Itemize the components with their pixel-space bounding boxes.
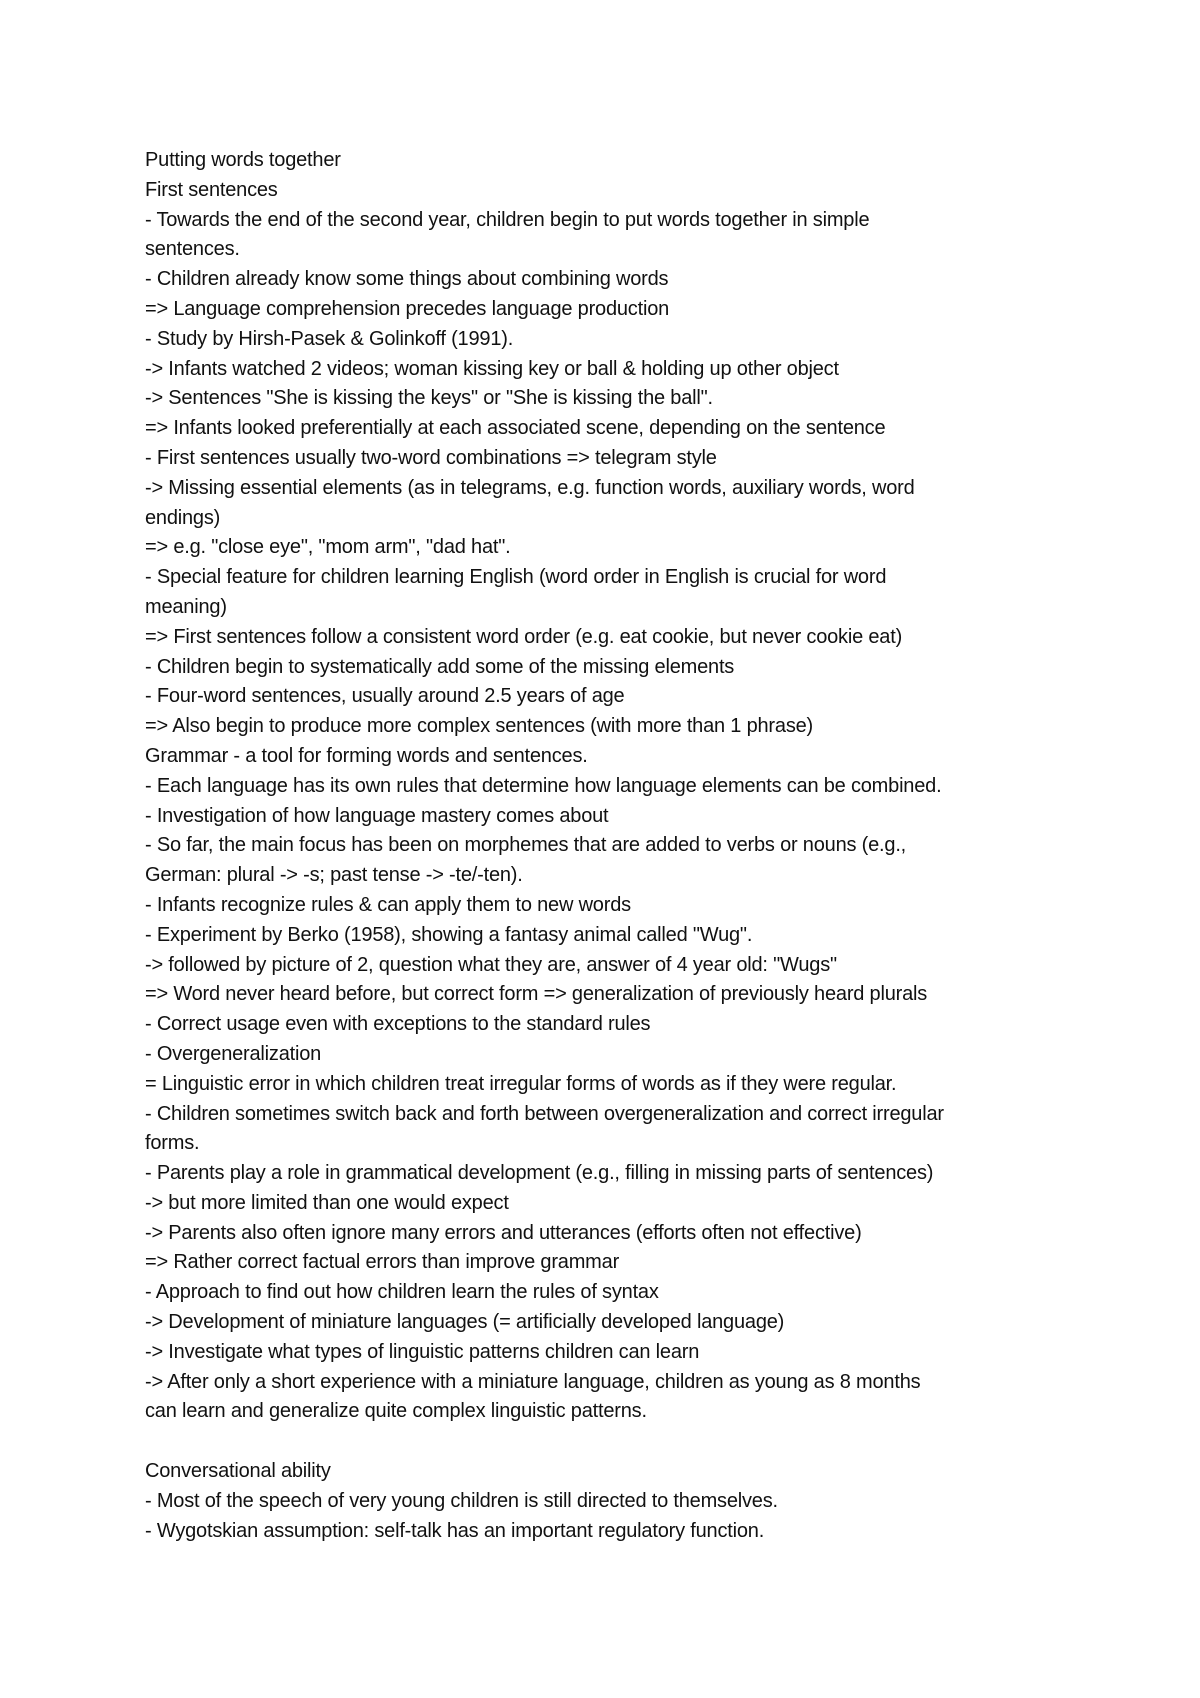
text-line: -> Investigate what types of linguistic patterns children can learn (145, 1340, 700, 1363)
document-body (145, 146, 1075, 1546)
text-line: -> but more limited than one would expect (145, 1191, 509, 1214)
subsection-heading: Grammar - a tool for forming words and sentences. (145, 744, 588, 767)
text-line: => Language comprehension precedes language production (145, 297, 670, 320)
text-line: => Also begin to produce more complex sentences (with more than 1 phrase) (145, 715, 813, 738)
text-line: sentences. (145, 238, 240, 261)
text-line: - Children sometimes switch back and forth between overgeneralization and correct irregular (145, 1102, 944, 1125)
section-heading: Conversational ability (145, 1460, 331, 1483)
text-line: - Correct usage even with exceptions to the standard rules (145, 1013, 651, 1036)
text-line: -> Missing essential elements (as in telegrams, e.g. function words, auxiliary words, word (145, 476, 915, 499)
text-line: => Rather correct factual errors than improve grammar (145, 1251, 620, 1274)
text-line: - Children begin to systematically add some of the missing elements (145, 655, 735, 678)
text-line: - Investigation of how language mastery comes about (145, 804, 609, 827)
text-line: -> Parents also often ignore many errors and utterances (efforts often not effective) (145, 1221, 862, 1244)
subsection-heading: First sentences (145, 178, 278, 201)
text-line: forms. (145, 1132, 200, 1155)
text-line: endings) (145, 506, 221, 529)
text-line: - Experiment by Berko (1958), showing a fantasy animal called "Wug". (145, 923, 753, 946)
text-line: - Special feature for children learning English (word order in English is crucial for word (145, 566, 887, 589)
text-line: - So far, the main focus has been on morphemes that are added to verbs or nouns (e.g., (145, 834, 907, 857)
text-line: - Each language has its own rules that determine how language elements can be combined. (145, 774, 942, 797)
text-line: German: plural -> -s; past tense -> -te/-ten). (145, 864, 523, 887)
text-line: - Overgeneralization (145, 1042, 322, 1065)
text-line: - Approach to find out how children learn the rules of syntax (145, 1281, 659, 1304)
text-line: - Infants recognize rules & can apply them to new words (145, 893, 631, 916)
text-line: -> Development of miniature languages (= artificially developed language) (145, 1311, 785, 1334)
text-line: => First sentences follow a consistent word order (e.g. eat cookie, but never cookie eat) (145, 625, 903, 648)
text-line: - First sentences usually two-word combinations => telegram style (145, 446, 717, 469)
text-line: - Children already know some things about combining words (145, 268, 669, 291)
text-line: => Infants looked preferentially at each associated scene, depending on the sentence (145, 417, 886, 440)
section-heading: Putting words together (145, 149, 341, 171)
text-line: -> Sentences "She is kissing the keys" or "She is kissing the ball". (145, 387, 713, 410)
text-line: = Linguistic error in which children treat irregular forms of words as if they were regular. (145, 1072, 897, 1095)
text-line: - Most of the speech of very young children is still directed to themselves. (145, 1489, 778, 1512)
text-line: meaning) (145, 595, 227, 618)
text-line: - Four-word sentences, usually around 2.5 years of age (145, 685, 625, 708)
text-line: - Study by Hirsh-Pasek & Golinkoff (1991). (145, 327, 514, 350)
text-line: -> followed by picture of 2, question what they are, answer of 4 year old: "Wugs" (145, 953, 837, 976)
text-line: => Word never heard before, but correct form => generalization of previously heard plurals (145, 983, 928, 1006)
text-line: - Wygotskian assumption: self-talk has an important regulatory function. (145, 1519, 765, 1542)
text-line: - Towards the end of the second year, children begin to put words together in simple (145, 208, 870, 231)
blank-line (145, 1427, 1075, 1457)
text-line: can learn and generalize quite complex linguistic patterns. (145, 1400, 647, 1423)
text-line: => e.g. "close eye", "mom arm", "dad hat". (145, 536, 511, 559)
text-line: - Parents play a role in grammatical development (e.g., filling in missing parts of sentences) (145, 1162, 934, 1185)
text-line: -> Infants watched 2 videos; woman kissing key or ball & holding up other object (145, 357, 839, 380)
text-line: -> After only a short experience with a miniature language, children as young as 8 months (145, 1370, 921, 1393)
